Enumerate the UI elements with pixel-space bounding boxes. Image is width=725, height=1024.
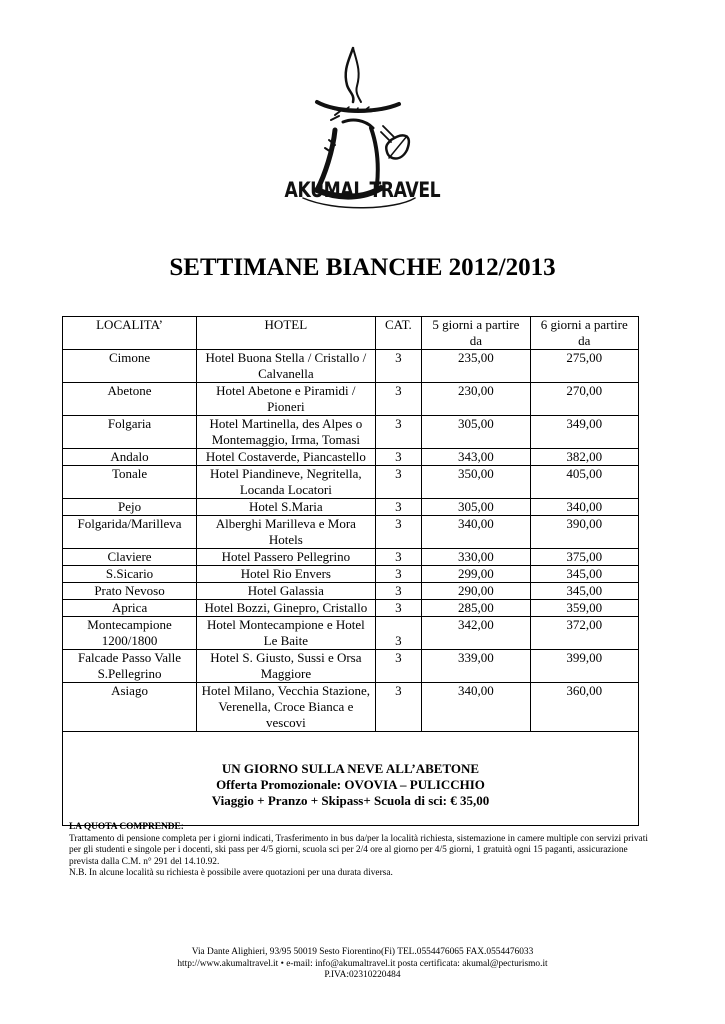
footer-vat: P.IVA:02310220484 [324, 970, 401, 980]
cell-6-giorni: 340,00 [530, 499, 638, 516]
cell-5-giorni: 235,00 [422, 350, 530, 383]
table-header-row [63, 317, 639, 350]
cell-6-giorni: 345,00 [530, 583, 638, 600]
cell-hotel: Hotel S. Giusto, Sussi e Orsa Maggiore [197, 650, 376, 683]
cell-localita: Montecampione 1200/1800 [63, 617, 197, 650]
cell-cat: 3 [375, 499, 422, 516]
cell-localita: Abetone [63, 383, 197, 416]
price-table [62, 316, 639, 826]
footer-contacts: http://www.akumaltravel.it • e-mail: info@akumaltravel.it posta certificata: akumal@pecturismo.it [177, 958, 548, 969]
cell-6-giorni: 372,00 [530, 617, 638, 650]
cell-6-giorni: 390,00 [530, 516, 638, 549]
header-6-giorni: 6 giorni a partire da [530, 317, 638, 350]
cell-localita: Andalo [63, 449, 197, 466]
cell-hotel: Hotel Costaverde, Piancastello [197, 449, 376, 466]
table-row [63, 516, 639, 549]
cell-5-giorni: 290,00 [422, 583, 530, 600]
table-row [63, 683, 639, 732]
cell-localita: S.Sicario [63, 566, 197, 583]
table-row [63, 566, 639, 583]
notes-nb: N.B. In alcune località su richiesta è possibile avere quotazioni per una durata diversa. [69, 868, 393, 878]
cell-6-giorni: 345,00 [530, 566, 638, 583]
table-row [63, 466, 639, 499]
cell-localita: Falcade Passo Valle S.Pellegrino [63, 650, 197, 683]
cell-5-giorni: 285,00 [422, 600, 530, 617]
table-row [63, 650, 639, 683]
header-hotel: HOTEL [197, 317, 376, 350]
cell-5-giorni: 340,00 [422, 683, 530, 732]
promo-offer: Offerta Promozionale: OVOVIA – PULICCHIO [216, 777, 485, 792]
cell-5-giorni: 230,00 [422, 383, 530, 416]
cell-5-giorni: 299,00 [422, 566, 530, 583]
cell-hotel: Hotel S.Maria [197, 499, 376, 516]
cell-cat: 3 [375, 516, 422, 549]
promo-block [63, 761, 638, 809]
cell-6-giorni: 270,00 [530, 383, 638, 416]
table-row [63, 600, 639, 617]
page-title: SETTIMANE BIANCHE 2012/2013 [169, 254, 556, 281]
promo-cell [63, 732, 639, 826]
cell-hotel: Alberghi Marilleva e Mora Hotels [197, 516, 376, 549]
cell-hotel: Hotel Galassia [197, 583, 376, 600]
cell-6-giorni: 360,00 [530, 683, 638, 732]
table-row [63, 499, 639, 516]
cell-hotel: Hotel Bozzi, Ginepro, Cristallo [197, 600, 376, 617]
notes-body: Trattamento di pensione completa per i giorni indicati, Trasferimento in bus da/per la località richiesta, sistemazione in camere multiple con servizi privati per gli studenti e singole per i docenti, ski pass per 4/5 giorni, scuola sci per 2/4 ore al giorno per 4/5 giorni, 1 gratuità ogni 15 paganti, assicurazione prevista dalla C.M. n° 291 del 14.10.92. [69, 833, 648, 867]
header-localita: LOCALITA’ [63, 317, 197, 350]
cell-6-giorni: 349,00 [530, 416, 638, 449]
cell-cat: 3 [375, 600, 422, 617]
cell-hotel: Hotel Passero Pellegrino [197, 549, 376, 566]
cell-localita: Folgarida/Marilleva [63, 516, 197, 549]
cell-6-giorni: 405,00 [530, 466, 638, 499]
footer-address: Via Dante Alighieri, 93/95 50019 Sesto Fiorentino(Fi) TEL.0554476065 FAX.0554476033 [191, 947, 534, 957]
cell-5-giorni: 330,00 [422, 549, 530, 566]
table-row [63, 416, 639, 449]
cell-localita: Aprica [63, 600, 197, 617]
cell-localita: Prato Nevoso [63, 583, 197, 600]
cell-localita: Tonale [63, 466, 197, 499]
cell-localita: Asiago [63, 683, 197, 732]
cell-cat: 3 [375, 617, 422, 650]
cell-cat: 3 [375, 383, 422, 416]
table-row [63, 583, 639, 600]
table-row [63, 350, 639, 383]
cell-hotel: Hotel Buona Stella / Cristallo / Calvanella [197, 350, 376, 383]
table-row [63, 449, 639, 466]
cell-localita: Cimone [63, 350, 197, 383]
cell-hotel: Hotel Martinella, des Alpes o Montemaggio, Irma, Tomasi [197, 416, 376, 449]
cell-cat: 3 [375, 583, 422, 600]
cell-5-giorni: 305,00 [422, 416, 530, 449]
cell-cat: 3 [375, 350, 422, 383]
cell-cat: 3 [375, 449, 422, 466]
cell-6-giorni: 375,00 [530, 549, 638, 566]
cell-hotel: Hotel Rio Envers [197, 566, 376, 583]
cell-6-giorni: 399,00 [530, 650, 638, 683]
cell-hotel: Hotel Abetone e Piramidi / Pioneri [197, 383, 376, 416]
cell-cat: 3 [375, 683, 422, 732]
cell-cat: 3 [375, 466, 422, 499]
cell-5-giorni: 343,00 [422, 449, 530, 466]
cell-5-giorni: 350,00 [422, 466, 530, 499]
table-row [63, 617, 639, 650]
cell-hotel: Hotel Milano, Vecchia Stazione, Verenella, Croce Bianca e vescovi [197, 683, 376, 732]
cell-5-giorni: 340,00 [422, 516, 530, 549]
footer [0, 947, 725, 982]
cell-localita: Pejo [63, 499, 197, 516]
cell-cat: 3 [375, 650, 422, 683]
cell-5-giorni: 342,00 [422, 617, 530, 650]
cell-cat: 3 [375, 549, 422, 566]
notes-section [69, 822, 659, 880]
promo-price: Viaggio + Pranzo + Skipass+ Scuola di sci: € 35,00 [211, 793, 490, 808]
cell-localita: Folgaria [63, 416, 197, 449]
cell-6-giorni: 359,00 [530, 600, 638, 617]
cell-5-giorni: 305,00 [422, 499, 530, 516]
promo-row [63, 732, 639, 826]
cell-cat: 3 [375, 566, 422, 583]
brand-name: AKUMAL TRAVEL [284, 178, 441, 202]
cell-6-giorni: 275,00 [530, 350, 638, 383]
header-cat: CAT. [375, 317, 422, 350]
cell-cat: 3 [375, 416, 422, 449]
cell-localita: Claviere [63, 549, 197, 566]
cell-5-giorni: 339,00 [422, 650, 530, 683]
header-5-giorni: 5 giorni a partire da [422, 317, 530, 350]
cell-hotel: Hotel Piandineve, Negritella, Locanda Locatori [197, 466, 376, 499]
table-row [63, 383, 639, 416]
notes-heading: LA QUOTA COMPRENDE: [69, 822, 184, 832]
cell-hotel: Hotel Montecampione e Hotel Le Baite [197, 617, 376, 650]
promo-title: UN GIORNO SULLA NEVE ALL’ABETONE [221, 761, 480, 776]
cell-6-giorni: 382,00 [530, 449, 638, 466]
table-row [63, 549, 639, 566]
